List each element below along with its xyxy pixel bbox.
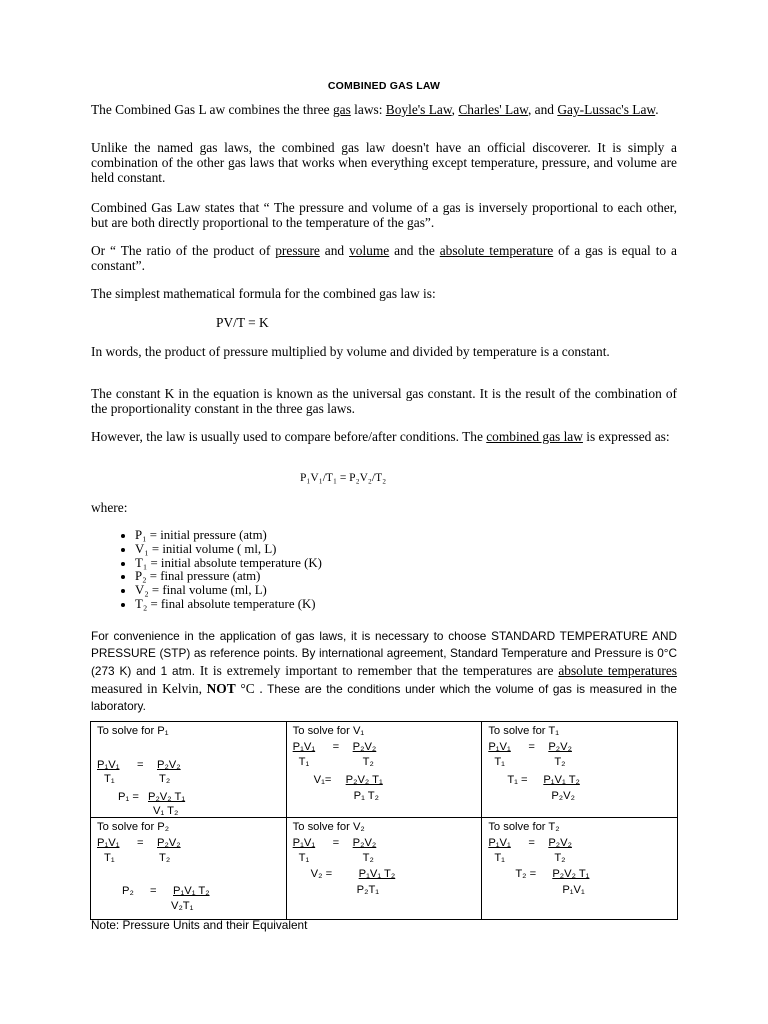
link-boyles-law[interactable]: Boyle's Law: [385, 102, 452, 117]
solve-table: [90, 721, 678, 920]
in-words-paragraph: In words, the product of pressure multiplied by volume and divided by temperature is a constant.: [91, 344, 610, 359]
statement-paragraph: Combined Gas Law states that “ The pressure and volume of a gas is inversely proportional to each other, but are both directly proportional to the temperature of the gas”.: [91, 200, 677, 230]
page-title: COMBINED GAS LAW: [327, 80, 441, 92]
ratio-paragraph: Or “ The ratio of the product of pressure and volume and the absolute temperature of a gas is equal to a constant”.: [91, 243, 677, 273]
table-cell: To solve for P₂ P₁V₁ = P₂V₂ T₁ T₂ P₂ = P₁V₁ T₂ V₂T₁: [91, 818, 287, 920]
before-after-paragraph: However, the law is usually used to compare before/after conditions. The combined gas law is expressed as:: [91, 429, 670, 444]
variable-list: [100, 529, 322, 612]
intro-paragraph: The Combined Gas L aw combines the three gas laws: Boyle's Law, Charles' Law, and Gay-Lussac's Law.: [91, 102, 659, 117]
link-combined-gas-law[interactable]: combined gas law: [486, 429, 583, 444]
variable-item: • P₂ = final pressure (atm): [135, 570, 322, 584]
link-gas[interactable]: gas: [332, 102, 351, 117]
variable-item: • T₁ = initial absolute temperature (K): [135, 557, 322, 571]
discoverer-paragraph: Unlike the named gas laws, the combined gas law doesn't have an official discoverer. It is simply a combination of the other gas laws that works when everything except temperature, pressure, and volume are held constant.: [91, 140, 677, 185]
link-absolute-temperatures[interactable]: absolute temperatures: [558, 663, 678, 678]
link-charles-law[interactable]: Charles' Law: [458, 102, 528, 117]
where-label: where:: [91, 500, 128, 515]
combined-formula: P₁V₁/T₁ = P₂V₂/T₂: [300, 472, 387, 484]
table-cell: To solve for V₁ P₁V₁ = P₂V₂ T₁ T₂ V₁= P₂V₂ T₁ P₁ T₂: [286, 722, 482, 818]
stp-paragraph: For convenience in the application of gas laws, it is necessary to choose STANDARD TEMPERATURE AND PRESSURE (STP) as reference points. By international agreement, Standard Temperature and Pressure is 0°C (273 K) and 1 atm. It is extremely important to remember that the temperatures are absolute temperatures measured in Kelvin, NOT °C . These are the conditions under which the volume of gas is measured in the laboratory.: [91, 629, 678, 713]
link-absolute-temperature[interactable]: absolute temperature: [439, 243, 554, 258]
link-gay-lussacs-law[interactable]: Gay-Lussac's Law: [557, 102, 656, 117]
note-text: Note: Pressure Units and their Equivalent: [91, 918, 308, 932]
formula-intro: The simplest mathematical formula for the combined gas law is:: [91, 286, 436, 301]
formula-pv-t-k: PV/T = K: [216, 315, 269, 330]
variable-item: • P₁ = initial pressure (atm): [135, 529, 322, 543]
table-cell: To solve for V₂ P₁V₁ = P₂V₂ T₁ T₂ V₂ = P₁V₁ T₂ P₂T₁: [286, 818, 482, 920]
link-volume[interactable]: volume: [349, 243, 390, 258]
table-cell: To solve for T₁ P₁V₁ = P₂V₂ T₁ T₂ T₁ = P₁V₁ T₂ P₂V₂: [482, 722, 678, 818]
variable-item: • V₂ = final volume (ml, L): [135, 584, 322, 598]
variable-item: • T₂ = final absolute temperature (K): [135, 598, 322, 612]
constant-paragraph: The constant K in the equation is known as the universal gas constant. It is the result of the combination of the proportionality constant in the three gas laws.: [91, 386, 677, 416]
link-pressure[interactable]: pressure: [275, 243, 320, 258]
variable-item: • V₁ = initial volume ( ml, L): [135, 543, 322, 557]
table-cell: To solve for T₂ P₁V₁ = P₂V₂ T₁ T₂ T₂ = P₂V₂ T₁ P₁V₁: [482, 818, 678, 920]
table-cell: To solve for P₁ P₁V₁ = P₂V₂ T₁ T₂ P₁ = P₂V₂ T₁ V₁ T₂: [91, 722, 287, 818]
